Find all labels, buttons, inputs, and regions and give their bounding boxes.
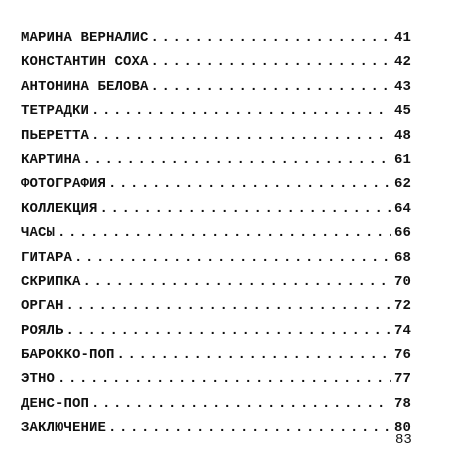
toc-entry — [21, 371, 411, 395]
toc-entry-page: 62 — [393, 176, 411, 193]
toc-entry-page: 64 — [393, 200, 411, 217]
toc-entry-title: ТЕТРАДКИ — [21, 103, 90, 120]
toc-entry — [21, 347, 411, 371]
toc-entry — [21, 176, 411, 200]
toc-entry-title: СКРИПКА — [21, 273, 81, 290]
toc-entry-page: 72 — [393, 298, 411, 315]
toc-entry-title: МАРИНА ВЕРНАЛИС — [21, 30, 149, 46]
toc-entry-title: ЧАСЫ — [21, 225, 56, 242]
toc-entry-title: БАРОККО-ПОП — [21, 347, 115, 364]
toc-entry-page: 68 — [393, 249, 411, 266]
toc-entry — [21, 298, 411, 322]
dot-leader — [83, 152, 391, 168]
toc-entry-title: ПЬЕРЕТТА — [21, 127, 90, 144]
toc-entry-title: ГИТАРА — [21, 249, 73, 266]
dot-leader — [57, 225, 391, 241]
dot-leader — [66, 298, 391, 314]
toc-entry-page: 41 — [393, 30, 411, 46]
toc-entry-title: ФОТОГРАФИЯ — [21, 176, 107, 193]
dot-leader — [117, 347, 391, 363]
dot-leader — [83, 274, 391, 290]
toc-entry-title: ЭТНО — [21, 371, 56, 388]
toc-entry — [21, 323, 411, 347]
toc-entry-title: КАРТИНА — [21, 151, 81, 168]
toc-entry-title: ОРГАН — [21, 298, 64, 315]
dot-leader — [151, 54, 391, 70]
toc-entry — [21, 79, 411, 103]
toc-entry-title: КОНСТАНТИН СОХА — [21, 54, 149, 71]
toc-entry-page: 66 — [393, 225, 411, 242]
toc-entry-title: РОЯЛЬ — [21, 322, 64, 339]
table-of-contents — [21, 30, 411, 445]
toc-entry-page: 76 — [393, 347, 411, 364]
toc-entry — [21, 128, 411, 152]
toc-entry — [21, 420, 411, 444]
dot-leader — [66, 323, 391, 339]
toc-entry-title: ДЕНС-ПОП — [21, 395, 90, 412]
dot-leader — [108, 420, 391, 436]
toc-entry-page: 45 — [393, 103, 411, 120]
toc-entry — [21, 103, 411, 127]
page-number: 83 — [395, 432, 412, 448]
toc-entry-page: 80 — [393, 420, 411, 437]
toc-entry-page: 42 — [393, 54, 411, 71]
dot-leader — [91, 103, 391, 119]
toc-entry-title: ЗАКЛЮЧЕНИЕ — [21, 420, 107, 437]
dot-leader — [151, 30, 391, 46]
toc-entry-page: 48 — [393, 127, 411, 144]
toc-entry-page: 61 — [393, 151, 411, 168]
dot-leader — [100, 201, 391, 217]
dot-leader — [108, 176, 391, 192]
dot-leader — [74, 250, 391, 266]
toc-entry-page: 78 — [393, 395, 411, 412]
toc-entry — [21, 396, 411, 420]
toc-entry — [21, 54, 411, 78]
toc-entry-title: АНТОНИНА БЕЛОВА — [21, 78, 149, 95]
toc-entry-page: 77 — [393, 371, 411, 388]
toc-entry — [21, 225, 411, 249]
toc-entry-page: 74 — [393, 322, 411, 339]
toc-entry — [21, 30, 411, 54]
dot-leader — [57, 371, 391, 387]
toc-entry — [21, 201, 411, 225]
toc-entry — [21, 152, 411, 176]
toc-entry — [21, 250, 411, 274]
toc-entry-page: 70 — [393, 273, 411, 290]
dot-leader — [91, 396, 391, 412]
toc-entry-page: 43 — [393, 78, 411, 95]
dot-leader — [91, 128, 391, 144]
toc-entry-title: КОЛЛЕКЦИЯ — [21, 200, 98, 217]
toc-entry — [21, 274, 411, 298]
dot-leader — [151, 79, 391, 95]
